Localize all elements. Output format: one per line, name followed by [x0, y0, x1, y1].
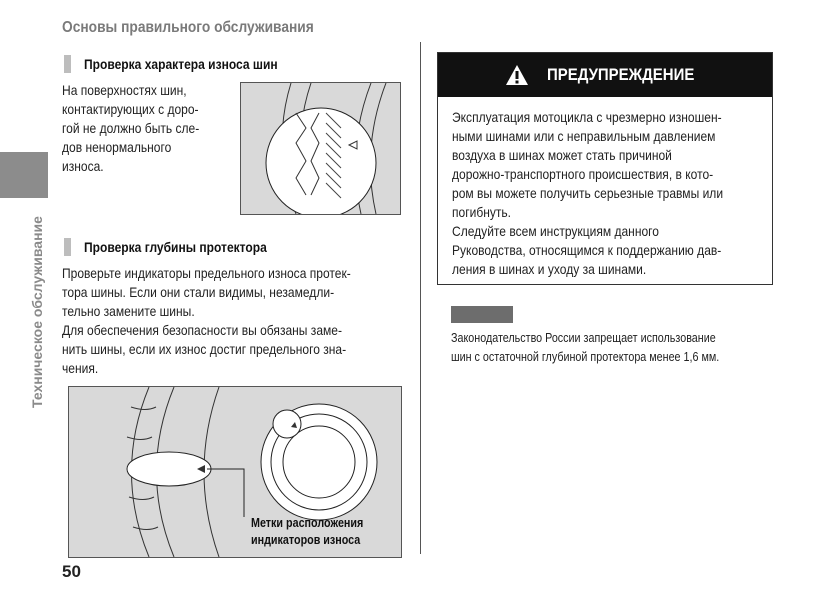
note-text — [451, 329, 719, 367]
column-divider — [420, 42, 421, 554]
text-line: нить шины, если их износ достиг предельного зна- — [62, 341, 347, 357]
heading-bar — [64, 238, 71, 256]
text-line: гой не должно быть сле- — [62, 120, 200, 136]
text-line: шин с остаточной глубиной протектора менее 1,6 мм. — [451, 350, 720, 364]
side-tab-marker — [0, 152, 48, 198]
text-line: ными шинами или с неправильным давлением — [452, 128, 716, 144]
section2-heading: Проверка глубины протектора — [84, 239, 267, 255]
section1-text — [62, 81, 199, 176]
page-number: 50 — [62, 562, 81, 581]
warning-box — [437, 52, 773, 285]
text-line: воздуха в шинах может стать причиной — [452, 147, 672, 163]
text-line: Руководства, относящимся к поддержанию дав- — [452, 242, 722, 258]
text-line: На поверхностях шин, — [62, 82, 187, 98]
text-line: ром вы можете получить серьезные травмы или — [452, 185, 724, 201]
text-line: тора шины. Если они стали видимы, незамедли- — [62, 284, 335, 300]
text-line: Проверьте индикаторы предельного износа протек- — [62, 265, 351, 281]
tread-indicator-figure — [68, 386, 402, 558]
page-header-title: Основы правильного обслуживания — [62, 19, 314, 36]
text-line: Эксплуатация мотоцикла с чрезмерно изношен- — [452, 109, 722, 125]
side-tab-label: Техническое обслуживание — [29, 216, 45, 408]
text-line: Для обеспечения безопасности вы обязаны заме- — [62, 322, 343, 338]
text-line: Следуйте всем инструкциям данного — [452, 223, 660, 239]
text-line: тельно замените шины. — [62, 303, 195, 319]
section2-text — [62, 264, 351, 378]
text-line: чения. — [62, 360, 99, 376]
figure-caption — [251, 515, 363, 549]
warning-header — [438, 53, 772, 97]
section1-heading: Проверка характера износа шин — [84, 56, 278, 72]
text-line: погибнуть. — [452, 204, 512, 220]
warning-text — [452, 108, 723, 279]
heading-bar — [64, 55, 71, 73]
text-line: Законодательство России запрещает использование — [451, 331, 716, 345]
text-line: дов ненормального — [62, 139, 172, 155]
text-line: контактирующих с доро- — [62, 101, 199, 117]
caption-line: Метки расположения — [251, 516, 364, 530]
text-line: дорожно-транспортного происшествия, в кото- — [452, 166, 714, 182]
warning-triangle-icon — [505, 64, 529, 86]
note-marker — [451, 306, 513, 323]
tire-wear-illustration — [241, 83, 400, 214]
text-line: износа. — [62, 158, 104, 174]
caption-line: индикаторов износа — [251, 533, 361, 547]
tire-wear-figure — [240, 82, 401, 215]
warning-title: ПРЕДУПРЕЖДЕНИЕ — [547, 65, 695, 84]
text-line: ления в шинах и уходу за шинами. — [452, 261, 647, 277]
